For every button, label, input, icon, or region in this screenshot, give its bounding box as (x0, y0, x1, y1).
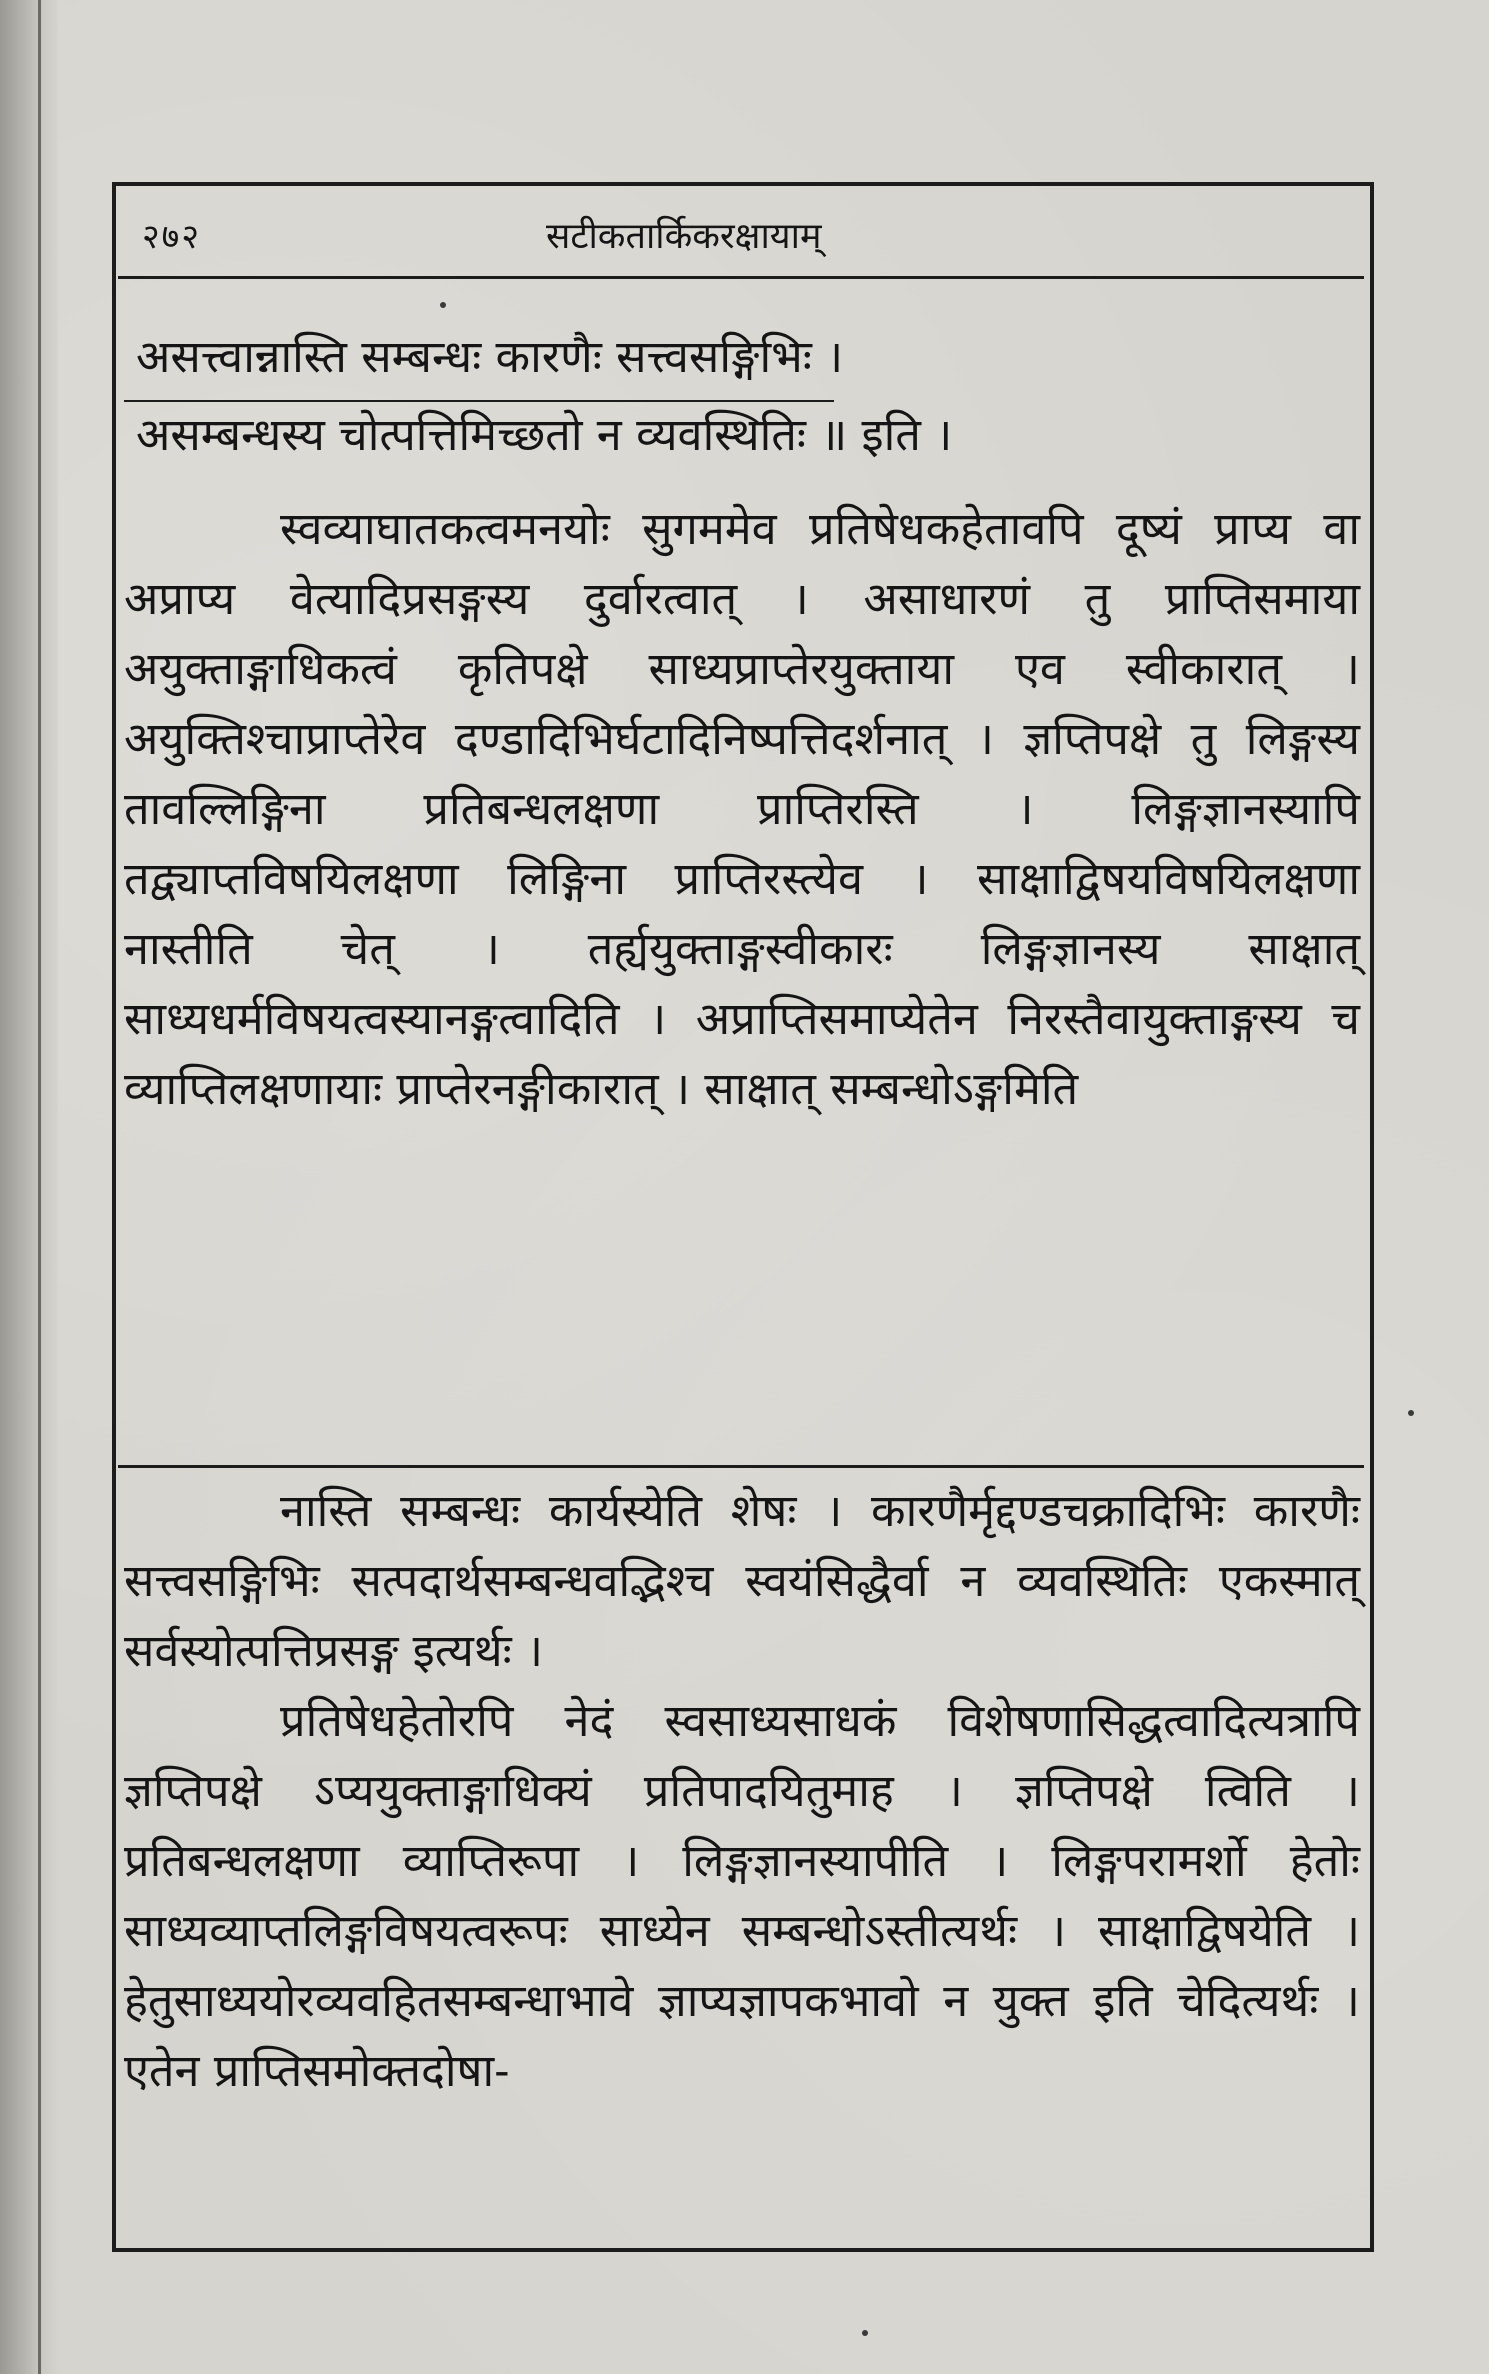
book-gutter (0, 0, 58, 2374)
page-number: २७२ (142, 217, 202, 257)
page-header (116, 208, 1366, 268)
running-title: सटीकतार्किकरक्षायाम् (546, 216, 822, 257)
ink-speck (440, 302, 446, 308)
verse-underline (124, 400, 834, 402)
main-paragraph: स्वव्याघातकत्वमनयोः सुगममेव प्रतिषेधकहेतावपि दूष्यं प्राप्य वा अप्राप्य वेत्यादिप्रसङ्गस्य दुर्वारत्वात् । असाधारणं तु प्राप्तिसमाया अयुक्ताङ्गाधिकत्वं कृतिपक्षे साध्यप्राप्तेरयुक्ताया एव स्वीकारात् । अयुक्तिश्चाप्राप्तेरेव दण्डादिभिर्घटादिनिष्पत्तिदर्शनात् । ज्ञप्तिपक्षे तु लिङ्गस्य तावल्लिङ्गिना प्रतिबन्धलक्षणा प्राप्तिरस्ति । लिङ्गज्ञानस्यापि तद्व्याप्तविषयिलक्षणा लिङ्गिना प्राप्तिरस्त्येव । साक्षाद्विषयविषयिलक्षणा नास्तीति चेत् । तर्ह्ययुक्ताङ्गस्वीकारः लिङ्गज्ञानस्य साक्षात् साध्यधर्मविषयत्वस्यानङ्गत्वादिति । अप्राप्तिसमाप्येतेन निरस्तैवायुक्ताङ्गस्य च व्याप्तिलक्षणायाः प्राप्तेरनङ्गीकारात् । साक्षात् सम्बन्धोऽङ्गमिति (124, 502, 1360, 1115)
verse-line-2: असम्बन्धस्य चोत्पत्तिमिच्छतो न व्यवस्थितिः ॥ इति । (136, 408, 953, 461)
ink-speck (1408, 1410, 1414, 1416)
commentary-paragraph-1: नास्ति सम्बन्धः कार्यस्येति शेषः । कारणैर्मृद्दण्डचक्रादिभिः कारणैः सत्त्वसङ्गिभिः सत्पदार्थसम्बन्धवद्भिश्च स्वयंसिद्धैर्वा न व्यवस्थितिः एकस्मात् सर्वस्योत्पत्तिप्रसङ्ग इत्यर्थः । (124, 1484, 1360, 1677)
verse-line-1: असत्त्वान्नास्ति सम्बन्धः कारणैः सत्त्वसङ्गिभिः । (136, 330, 844, 383)
ink-speck (862, 2330, 868, 2336)
header-rule (118, 276, 1364, 279)
gutter-edge (38, 0, 41, 2374)
commentary-divider (118, 1465, 1364, 1468)
main-text (124, 494, 1360, 1124)
commentary (124, 1476, 1360, 2106)
commentary-paragraph-2: प्रतिषेधहेतोरपि नेदं स्वसाध्यसाधकं विशेषणासिद्धत्वादित्यत्रापि ज्ञप्तिपक्षे ऽप्ययुक्ताङ्गाधिक्यं प्रतिपादयितुमाह । ज्ञप्तिपक्षे त्विति । प्रतिबन्धलक्षणा व्याप्तिरूपा । लिङ्गज्ञानस्यापीति । लिङ्गपरामर्शो हेतोः साध्यव्याप्तलिङ्गविषयत्वरूपः साध्येन सम्बन्धोऽस्तीत्यर्थः । साक्षाद्विषयेति । हेतुसाध्ययोरव्यवहितसम्बन्धाभावे ज्ञाप्यज्ञापकभावो न युक्त इति चेदित्यर्थः । एतेन प्राप्तिसमोक्तदोषा- (124, 1694, 1360, 2097)
quoted-verse (124, 318, 1360, 474)
